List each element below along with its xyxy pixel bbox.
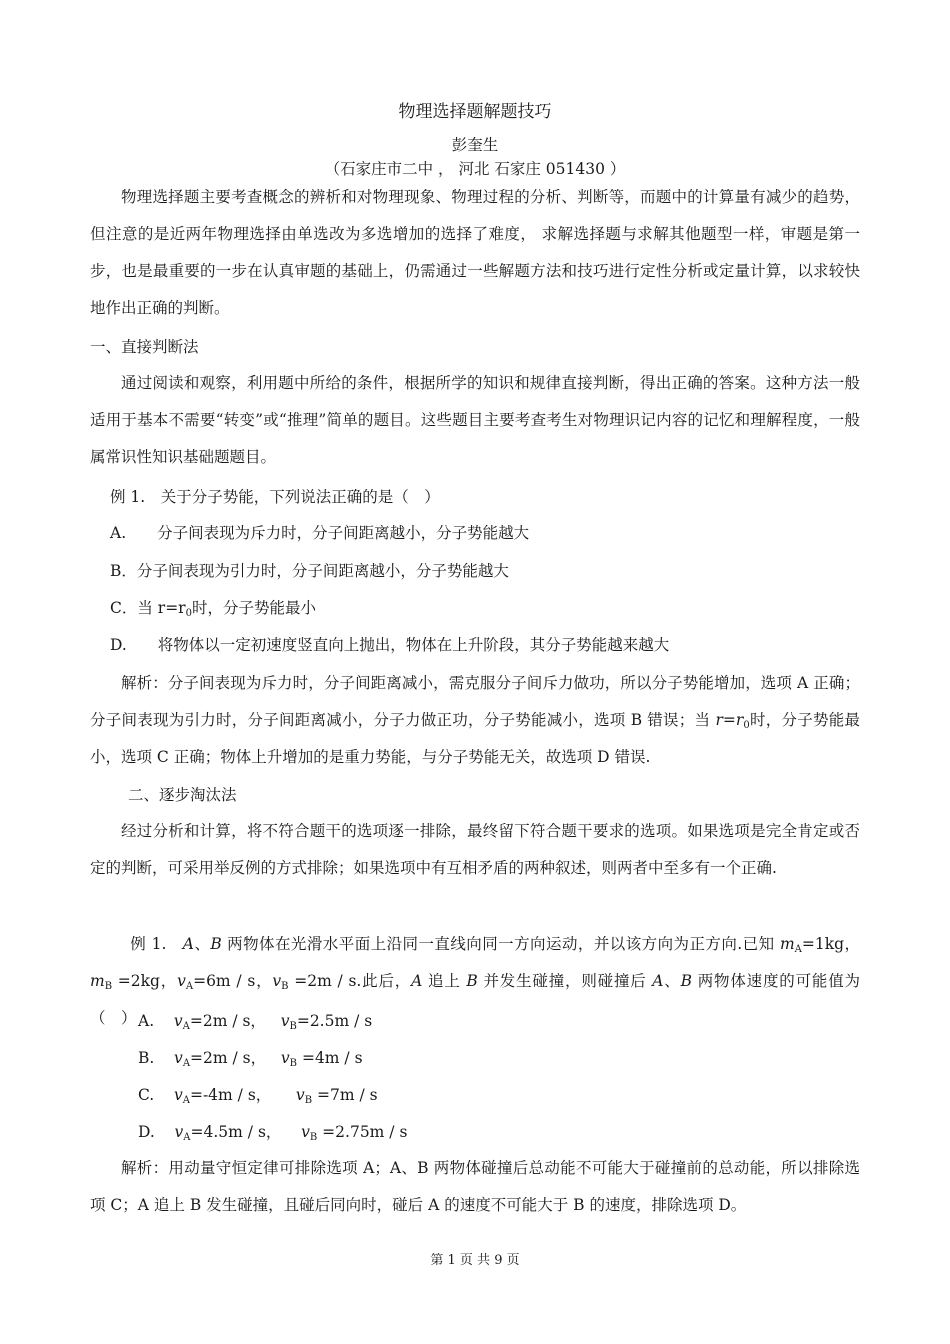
ex2-t4: =1kg， [801, 935, 860, 953]
section2-body: 经过分析和计算，将不符合题干的选项逐一排除，最终留下符合题干要求的选项。如果选项是完全肯定或否定的判断，可采用举反例的方式排除；如果选项中有互相矛盾的两种叙述，则两者中至多有一个正确. [90, 822, 860, 877]
opt-b-label: B. [138, 1049, 155, 1067]
section1-body: 通过阅读和观察，利用题中所给的条件，根据所学的知识和规律直接判断，得出正确的答案。这种方法一般适用于基本不需要“转变”或“推理”简单的题目。这些题目主要考查考生对物理识记内容的记忆和理解程度，一般属常识性知识基础题题目。 [90, 374, 860, 466]
opt-d-v2: v [301, 1123, 310, 1141]
example1-option-b: B．分子间表现为引力时，分子间距离越小，分子势能越大 [110, 562, 509, 580]
opt-c-v1: v [173, 1086, 183, 1104]
ex2-m: m [779, 935, 795, 953]
opt-c-sub1: A [182, 1095, 190, 1106]
opt-a-v1: v [173, 1012, 183, 1030]
opt-b-va: =2m / s， [190, 1049, 267, 1067]
section2-heading: 二、逐步淘汰法 [128, 786, 237, 804]
intro-paragraph: 物理选择题主要考查概念的辨析和对物理现象、物理过程的分析、判断等，而题中的计算量有减少的趋势，但注意的是近两年物理选择由单选改为多选增加的选择了难度， 求解选择题与求解其他题型一样，审题是第一步，也是最重要的一步在认真审题的基础上，仍需通过一些解题方法和技巧进行定性分析或定量计算，以求较快地作出正确的判断。 [90, 188, 860, 317]
opt-c-va: =-4m / s， [189, 1086, 272, 1104]
option-c-text: C．当 r=r [110, 599, 186, 617]
option-c-subscript: 0 [185, 608, 192, 619]
opt-d-vb: =2.75m / s [317, 1123, 408, 1141]
ex2-B3: B [680, 972, 693, 990]
analysis-symbol-r: r [715, 711, 723, 729]
ex2-sA: A [794, 944, 802, 955]
ex2-A: A [182, 935, 194, 953]
doc-author: 彭奎生 [451, 136, 499, 154]
example2-option-d [138, 1122, 407, 1142]
opt-c-label: C. [138, 1086, 155, 1104]
example1-option-d: D. 将物体以一定初速度竖直向上抛出，物体在上升阶段，其分子势能越来越大 [110, 636, 670, 654]
ex2-sB: B [104, 981, 113, 992]
ex2-t7: =2m / s.此后， [288, 972, 412, 990]
example1-analysis [90, 665, 860, 776]
ex2-B: B [210, 935, 222, 953]
ex2-t2: 、 [194, 935, 211, 953]
opt-a-va: =2m / s， [189, 1012, 266, 1030]
opt-c-vb: =7m / s [312, 1086, 378, 1104]
opt-a-vb: =2.5m / s [296, 1012, 373, 1030]
example2-option-c [138, 1085, 378, 1105]
opt-a-sub1: A [182, 1021, 190, 1032]
opt-c-v2: v [295, 1086, 305, 1104]
example2-option-b [138, 1048, 363, 1068]
opt-a-v2: v [280, 1012, 290, 1030]
opt-b-v1: v [174, 1049, 183, 1067]
example2-analysis: 解析：用动量守恒定律可排除选项 A；A、B 两物体碰撞后总动能不可能大于碰撞前的总动能，所以排除选项 C；A 追上 B 发生碰撞，且碰后同向时，碰后 A 的速度不可能大于 B 的速度，排除选项 D。 [90, 1159, 860, 1214]
analysis-text-1: 解析：分子间表现为斥力时，分子间距离减小，需克服分子间斥力做功，所以分子势能增加，选项 A 正确；分子间表现为引力时，分子间距离减小，分子力做正功，分子势能减小，选项 B 错误；当 [90, 674, 860, 729]
analysis-text-2: 时，分子势能最小，选项 C 正确；物体上升增加的是重力势能，与分子势能无关，故选项 D 错误. [90, 711, 860, 766]
opt-b-sub2: B [289, 1058, 298, 1069]
opt-d-va: =4.5m / s， [190, 1123, 282, 1141]
opt-a-label: A. [138, 1012, 155, 1030]
example2-option-a [138, 1011, 372, 1031]
ex2-sA2: A [185, 981, 194, 992]
ex2-B2: B [466, 972, 478, 990]
opt-d-sub1: A [183, 1132, 191, 1143]
ex2-A3: A [652, 972, 664, 990]
section1-heading: 一、直接判断法 [90, 338, 199, 356]
opt-d-sub2: B [309, 1132, 318, 1143]
ex2-t10: 、 [663, 972, 681, 990]
doc-affiliation: （石家庄市二中 ， 河北 石家庄 051430 ） [324, 160, 626, 178]
opt-d-v1: v [174, 1123, 184, 1141]
ex2-t8: 追上 [422, 972, 467, 990]
opt-a-sub2: B [289, 1021, 297, 1032]
ex2-t9: 并发生碰撞，则碰撞后 [477, 972, 653, 990]
analysis-subscript: 0 [743, 720, 750, 731]
ex2-t11: 两物体速度的可能值为（ ） [90, 972, 861, 1027]
ex2-A2: A [411, 972, 423, 990]
page-footer: 第 1 页 共 9 页 [430, 1253, 520, 1268]
opt-d-label: D. [138, 1123, 155, 1141]
example1-option-a: A. 分子间表现为斥力时，分子间距离越小，分子势能越大 [110, 524, 530, 542]
doc-title: 物理选择题解题技巧 [398, 102, 552, 122]
opt-b-sub1: A [182, 1058, 191, 1069]
ex2-v2: v [272, 972, 282, 990]
opt-c-sub2: B [304, 1095, 313, 1106]
ex2-t3: 两物体在光滑水平面上沿同一直线向同一方向运动，并以该方向为正方向.已知 [221, 935, 780, 953]
ex2-t5: =2kg， [112, 972, 178, 990]
opt-b-v2: v [280, 1049, 290, 1067]
analysis-symbol-r0: r [735, 711, 744, 729]
ex2-sB2: B [281, 981, 289, 992]
ex2-v: v [177, 972, 186, 990]
opt-b-vb: =4m / s [297, 1049, 363, 1067]
analysis-equals: = [722, 711, 736, 729]
example1-option-c [110, 598, 316, 618]
example1-question: 例 1. 关于分子势能，下列说法正确的是（ ） [110, 488, 440, 506]
ex2-t6: =6m / s， [193, 972, 273, 990]
option-c-tail: 时，分子势能最小 [191, 599, 316, 617]
ex2-m2: m [90, 972, 105, 990]
ex2-t1: 例 1. [130, 935, 183, 953]
